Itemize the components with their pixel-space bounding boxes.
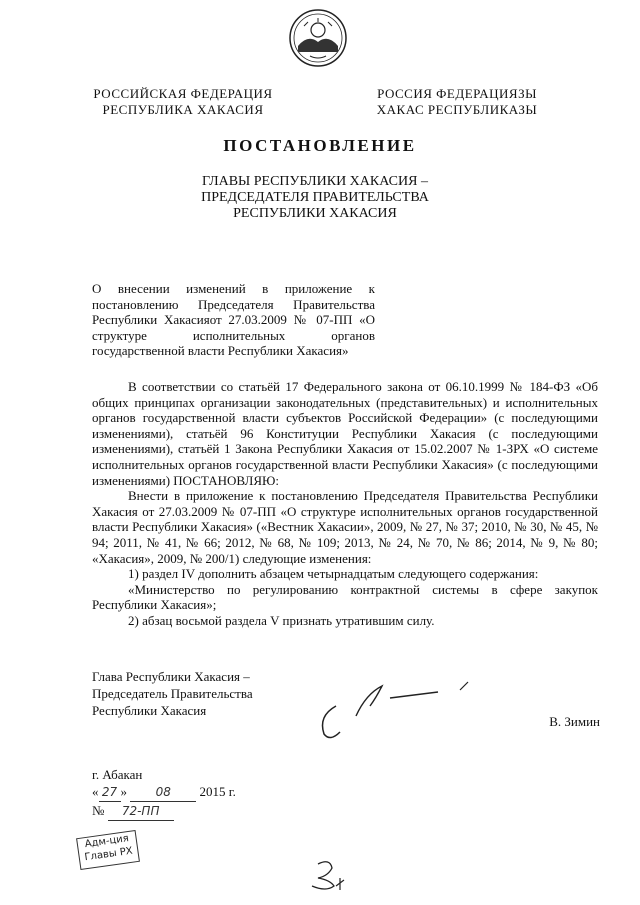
date-open-quote: « <box>92 784 99 799</box>
body-paragraph-quote: «Министерство по регулированию контрактной системы в сфере закупок Республики Хакасия»; <box>92 581 598 613</box>
date-day: 27 <box>99 784 121 802</box>
subtitle-line1: ГЛАВЫ РЕСПУБЛИКИ ХАКАСИЯ – <box>202 174 428 189</box>
signatory-name: В. Зимин <box>549 714 600 729</box>
body-paragraph-amend: Внести в приложение к постановлению Председателя Правительства Республики Хакасия от 27.03.2009 № 07-ПП «О структуре исполнительных органов государственной власти Республики Хакасия» («Вестник Хакасии», 2009, № 27, № 37; 2010, № 30, № 45, № 94; 2011, № 41, № 66; 2012, № 68, № 109; 2013, № 24, № 70, № 86; 2014, № 9, № 80; «Хакасия», 2009, № 200/1) следующие изменения: <box>92 488 598 566</box>
registration-stamp <box>76 830 140 870</box>
body-paragraph-item1: 1) раздел IV дополнить абзацем четырнадцатым следующего содержания: <box>128 566 539 582</box>
header-left-line1: РОССИЙСКАЯ ФЕДЕРАЦИЯ <box>93 86 273 101</box>
number-line <box>92 802 292 821</box>
document-number: 72-ПП <box>108 803 174 821</box>
document-title: ПОСТАНОВЛЕНИЕ <box>223 136 417 155</box>
header-right-line2: ХАКАС РЕСПУБЛИКАЗЫ <box>376 102 538 117</box>
stamp-line1: Адм-ция <box>84 833 130 851</box>
date-month: 08 <box>130 784 196 802</box>
date-line <box>92 783 292 802</box>
body-paragraph-preamble: В соответствии со статьёй 17 Федерального закона от 06.10.1999 № 184-ФЗ «Об общих принципах организации законодательных (представительных) и исполнительных органов государственной власти субъектов Российской Федерации» (с последующими изменениями), статьёй 96 Конституции Республики Хакасия (с последующими изменениями), статьёй 1 Закона Республики Хакасия от 15.02.2007 № 1-ЗРХ «О системе исполнительных органов государственной власти Республики Хакасия» (с последующими изменениями) ПОСТАНОВЛЯЮ: <box>92 379 598 488</box>
document-subtitle <box>160 174 470 222</box>
subtitle-line3: РЕСПУБЛИКИ ХАКАСИЯ <box>233 206 397 221</box>
stamp-line2: Главы РХ <box>83 845 134 864</box>
header-right-block <box>372 86 542 118</box>
body-paragraph-item2: 2) абзац восьмой раздела V признать утратившим силу. <box>128 612 435 628</box>
header-left-line2: РЕСПУБЛИКА ХАКАСИЯ <box>102 102 264 117</box>
coat-of-arms-emblem-icon <box>288 8 348 68</box>
place-date-block <box>92 766 292 821</box>
signatory-line2: Председатель Правительства <box>92 686 253 701</box>
document-subject: О внесении изменений в приложение к постановлению Председателя Правительства Республики Хакасияот 27.03.2009 № 07-ПП «О структуре исполнительных органов государственной власти Республики Хакасия» <box>92 281 375 358</box>
city-label: г. Абакан <box>92 767 143 782</box>
signatory-line1: Глава Республики Хакасия – <box>92 669 250 684</box>
header-right-line1: РОССИЯ ФЕДЕРАЦИЯЗЫ <box>377 86 537 101</box>
handwritten-initials <box>300 856 360 896</box>
date-year: 2015 г. <box>199 784 236 799</box>
subtitle-line2: ПРЕДСЕДАТЕЛЯ ПРАВИТЕЛЬСТВА <box>201 190 429 205</box>
handwritten-signature <box>310 676 490 746</box>
signatory-title <box>92 668 312 719</box>
signatory-line3: Республики Хакасия <box>92 703 207 718</box>
document-body <box>92 379 598 629</box>
header-left-block <box>88 86 278 118</box>
date-close-quote: » <box>120 784 127 799</box>
number-label: № <box>92 803 105 818</box>
